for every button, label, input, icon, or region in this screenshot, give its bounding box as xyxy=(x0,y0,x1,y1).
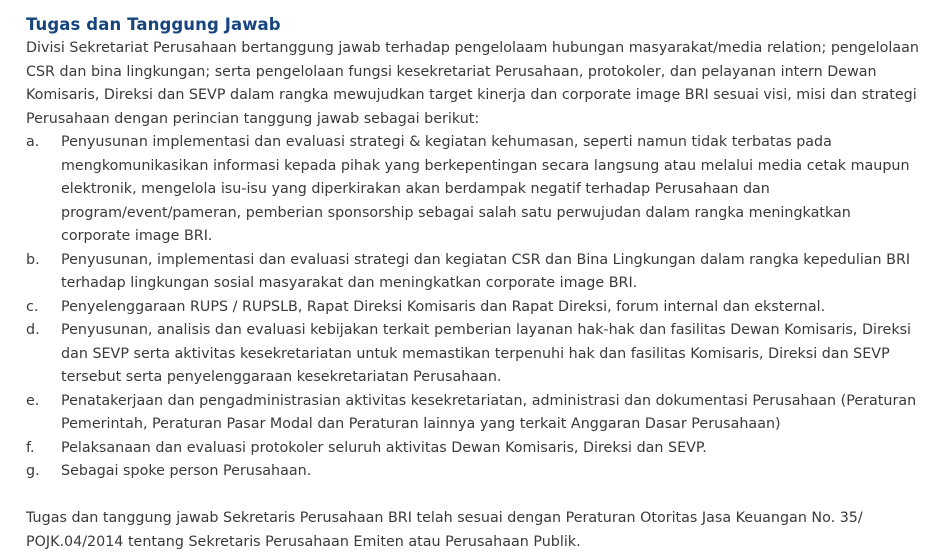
list-item xyxy=(26,460,921,484)
list-item-text: Pelaksanaan dan evaluasi protokoler seluruh aktivitas Dewan Komisaris, Direksi dan SEVP. xyxy=(61,439,707,456)
responsibility-list xyxy=(26,131,921,484)
section-heading: Tugas dan Tanggung Jawab xyxy=(26,15,281,34)
list-marker: g. xyxy=(26,463,40,479)
list-item xyxy=(26,319,921,390)
list-marker: c. xyxy=(26,298,39,315)
list-item-text: Penyusunan, analisis dan evaluasi kebijakan terkait pemberian layanan hak-hak dan fasilitas Dewan Komisaris, Direksi dan SEVP serta aktivitas kesekretariatan untuk memastikan terpenuhi hak dan fasilitas Komisaris, Direksi dan SEVP tersebut serta penyelenggaraan kesekretariatan Perusahaan. xyxy=(61,322,912,385)
list-marker: b. xyxy=(26,251,40,268)
closing-paragraph: Tugas dan tanggung jawab Sekretaris Perusahaan BRI telah sesuai dengan Peraturan Otoritas Jasa Keuangan No. 35/ POJK.04/2014 tentang Sekretaris Perusahaan Emiten atau Perusahaan Publik. xyxy=(26,510,863,550)
list-item xyxy=(26,131,921,249)
list-item xyxy=(26,390,921,437)
intro-paragraph: Divisi Sekretariat Perusahaan bertanggung jawab terhadap pengelolaam hubungan masyarakat/media relation; pengelolaan CSR dan bina lingkungan; serta pengelolaan fungsi kesekretariat Perusahaan, protokoler, dan pelayanan intern Dewan Komisaris, Direksi dan SEVP dalam rangka mewujudkan target kinerja dan corporate image BRI sesuai visi, misi dan strategi Perusahaan dengan perincian tanggung jawab sebagai berikut: xyxy=(26,40,919,127)
list-item-text: Penyelenggaraan RUPS / RUPSLB, Rapat Direksi Komisaris dan Rapat Direksi, forum internal dan eksternal. xyxy=(61,298,826,315)
list-item-text: Penyusunan implementasi dan evaluasi strategi & kegiatan kehumasan, seperti namun tidak terbatas pada mengkomunikasikan informasi kepada pihak yang berkepentingan secara langsung atau melalui media cetak maupun elektronik, mengelola isu-isu yang diperkirakan akan berdampak negatif terhadap Perusahaan dan program/event/pameran, pemberian sponsorship sebagai salah satu perwujudan dalam rangka meningkatkan corporate image BRI. xyxy=(61,134,910,244)
list-marker: f. xyxy=(26,439,35,456)
list-item-text: Penyusunan, implementasi dan evaluasi strategi dan kegiatan CSR dan Bina Lingkungan dalam rangka kepedulian BRI terhadap lingkungan sosial masyarakat dan meningkatkan corporate image BRI. xyxy=(61,251,911,291)
list-item xyxy=(26,249,921,296)
list-item-text: Sebagai spoke person Perusahaan. xyxy=(61,463,312,479)
list-marker: a. xyxy=(26,134,40,150)
list-marker: d. xyxy=(26,322,40,338)
list-item xyxy=(26,296,921,320)
document-body xyxy=(26,14,921,554)
list-marker: e. xyxy=(26,392,40,409)
list-item xyxy=(26,437,921,461)
list-item-text: Penatakerjaan dan pengadministrasian aktivitas kesekretariatan, administrasi dan dokumentasi Perusahaan (Peraturan Pemerintah, Peraturan Pasar Modal dan Peraturan lainnya yang terkait Anggaran Dasar Perusahaan) xyxy=(61,392,917,432)
